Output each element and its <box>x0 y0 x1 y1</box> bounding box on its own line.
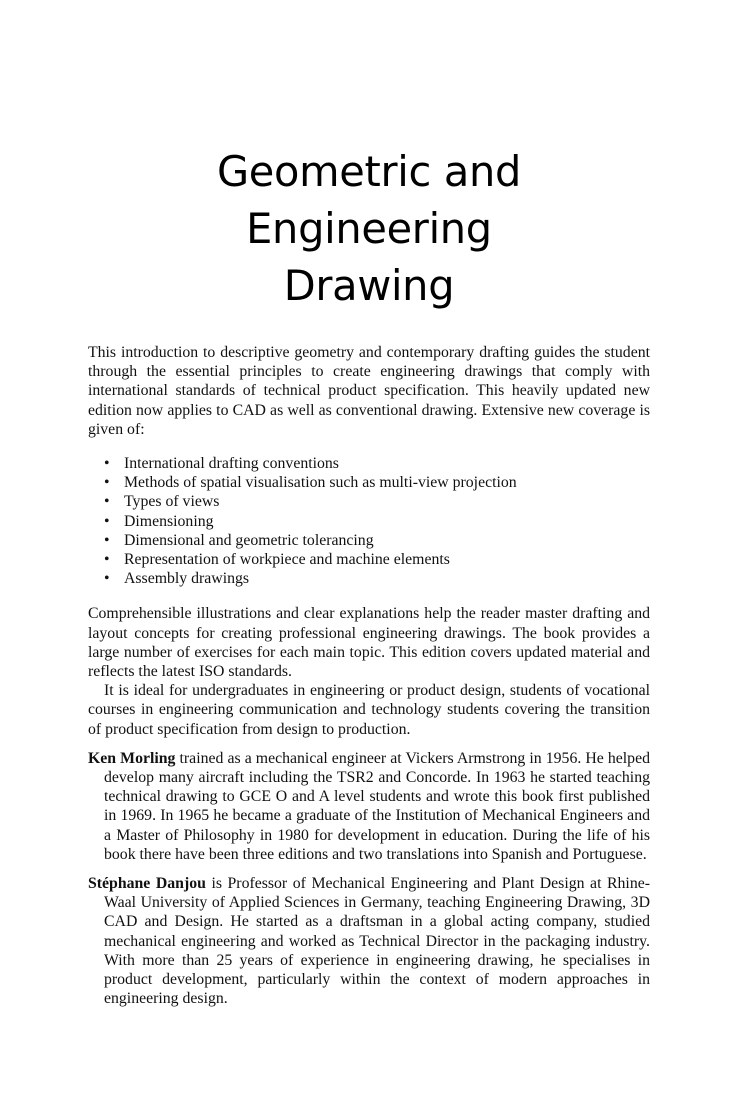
topics-list <box>88 454 650 588</box>
book-title-line-1: Geometric and Engineering <box>216 147 522 253</box>
list-item <box>88 569 650 588</box>
topic-text: Types of views <box>124 493 220 511</box>
book-description <box>88 343 650 1009</box>
bullet-icon: • <box>104 455 110 473</box>
author-bio-ken-morling <box>88 749 650 864</box>
topic-text: Dimensional and geometric tolerancing <box>124 531 374 549</box>
list-item <box>88 550 650 569</box>
list-item <box>88 492 650 511</box>
author-bio-text: trained as a mechanical engineer at Vickers Armstrong in 1956. He helped develop many aircraft including the TSR2 and Concorde. In 1963 he started teaching technical drawing to GCE O and A level students and wrote this book first published in 1969. In 1965 he became a graduate of the Institution of Mechanical Engineers and a Master of Philosophy in 1980 for development in education. During the life of his book there have been three editions and two translations into Spanish and Portuguese. <box>104 749 650 863</box>
bullet-icon: • <box>104 531 110 549</box>
author-name: Stéphane Danjou <box>88 875 206 893</box>
topic-text: Dimensioning <box>124 512 214 530</box>
bullet-icon: • <box>104 493 110 511</box>
book-title-line-2: Drawing <box>283 261 455 310</box>
bullet-icon: • <box>104 551 110 569</box>
intro-paragraph: This introduction to descriptive geometry and contemporary drafting guides the student through the essential principles to create engineering drawings that comply with international standards of technical product specification. This heavily updated new edition now applies to CAD as well as conventional drawing. Extensive new coverage is given of: <box>88 344 650 438</box>
author-bio-stephane-danjou <box>88 874 650 1008</box>
list-item <box>88 531 650 550</box>
topic-text: Representation of workpiece and machine elements <box>124 551 450 569</box>
audience-paragraph: It is ideal for undergraduates in engineering or product design, students of vocational courses in engineering communication and technology students covering the transition of product specification from design to production. <box>88 682 650 738</box>
bullet-icon: • <box>104 512 110 530</box>
bullet-icon: • <box>104 474 110 492</box>
list-item <box>88 473 650 492</box>
list-item <box>88 454 650 473</box>
topic-text: Assembly drawings <box>124 570 250 588</box>
summary-paragraph: Comprehensible illustrations and clear explanations help the reader master drafting and layout concepts for creating professional engineering drawings. The book provides a large number of exercises for each main topic. This edition covers updated material and reflects the latest ISO standards. <box>88 605 650 681</box>
list-item <box>88 512 650 531</box>
topic-text: International drafting conventions <box>124 455 339 473</box>
author-bio-text: is Professor of Mechanical Engineering and Plant Design at Rhine-Waal University of Applied Sciences in Germany, teaching Engineering Drawing, 3D CAD and Design. He started as a draftsman in a global acting company, studied mechanical engineering and worked as Technical Director in the packaging industry. With more than 25 years of experience in engineering drawing, he specialises in product development, particularly within the context of modern approaches in engineering design. <box>104 875 650 1008</box>
topic-text: Methods of spatial visualisation such as multi-view projection <box>124 474 517 492</box>
bullet-icon: • <box>104 570 110 588</box>
author-name: Ken Morling <box>88 749 176 767</box>
book-title <box>88 143 650 314</box>
